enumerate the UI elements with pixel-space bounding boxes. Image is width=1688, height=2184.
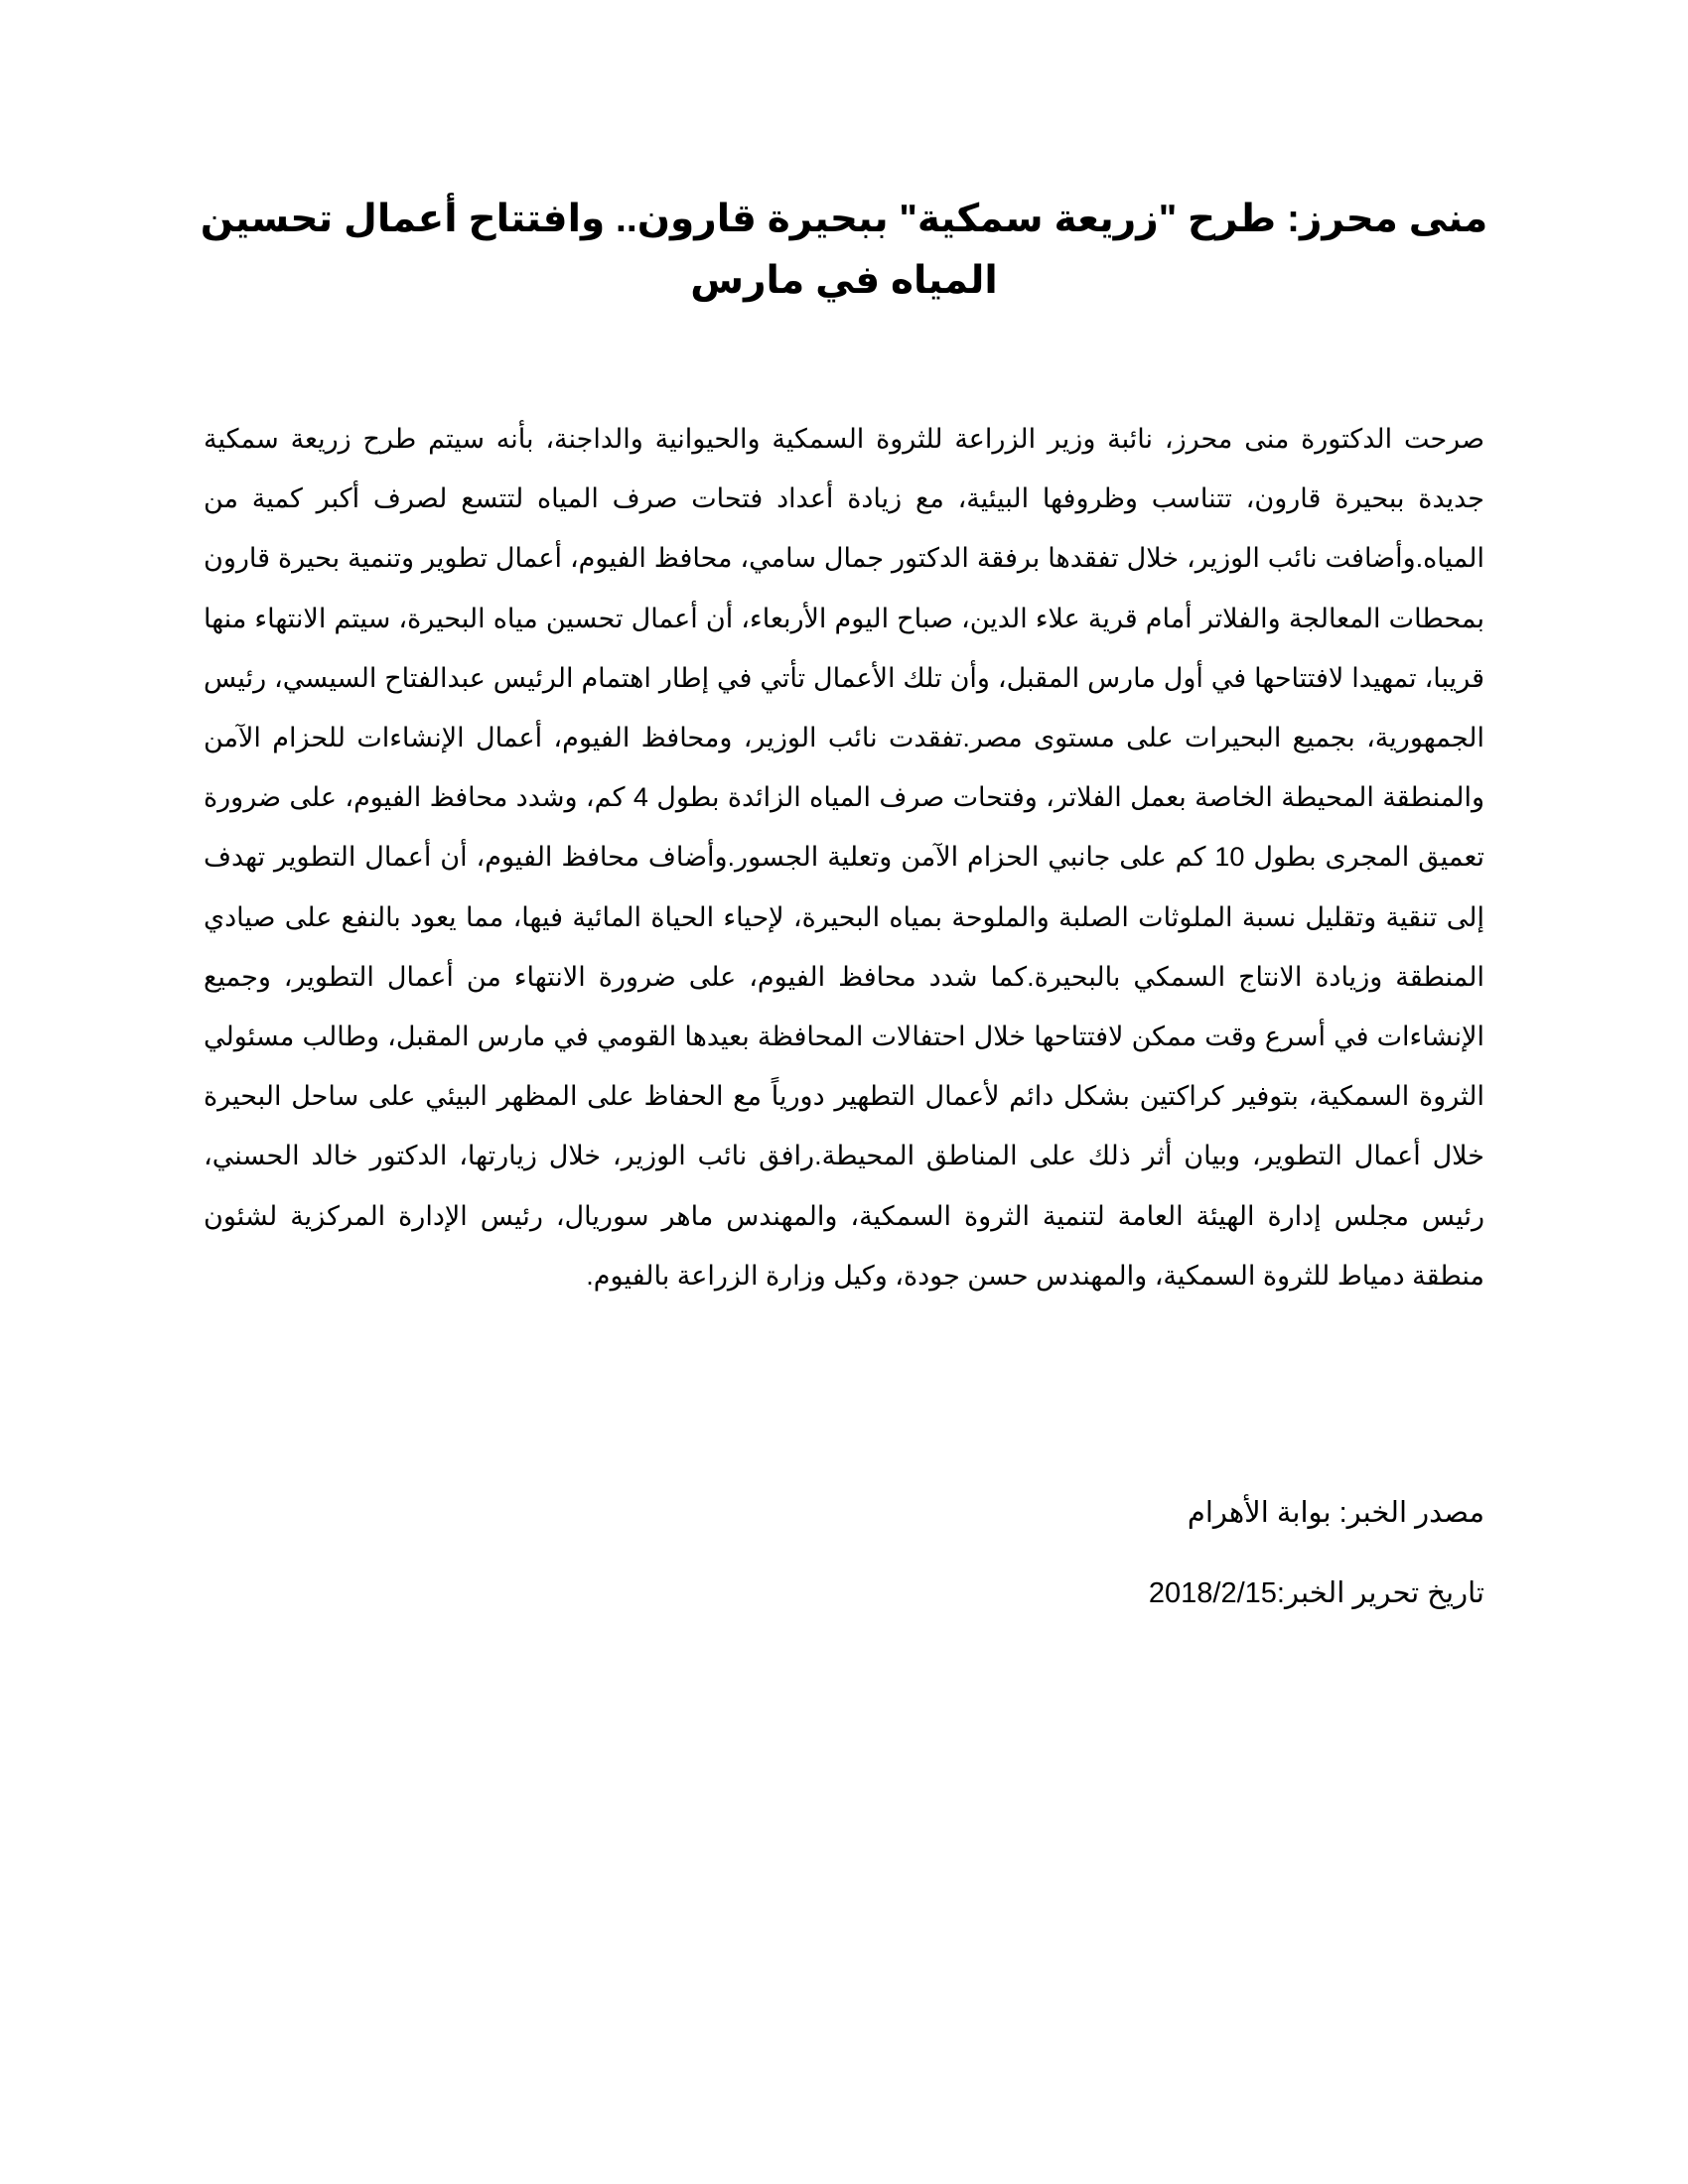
- article-title: منى محرز: طرح "زريعة سمكية" ببحيرة قارون.. وافتتاح أعمال تحسين المياه في مارس: [200, 198, 1488, 302]
- publication-date: تاريخ تحرير الخبر:2018/2/15: [1148, 1577, 1484, 1609]
- article-body: صرحت الدكتورة منى محرز، نائبة وزير الزراعة للثروة السمكية والحيوانية والداجنة، بأنه سيتم طرح زريعة سمكية جديدة ببحيرة قارون، تتناسب وظروفها البيئية، مع زيادة أعداد فتحات صرف المياه لتتسع لصرف أكبر كمية من المياه.وأضافت نائب الوزير، خلال تفقدها برفقة الدكتور جمال سامي، محافظ الفيوم، أعمال تطوير وتنمية بحيرة قارون بمحطات المعالجة والفلاتر أمام قرية علاء الدين، صباح اليوم الأربعاء، أن أعمال تحسين مياه البحيرة، سيتم الانتهاء منها قريبا، تمهيدا لافتتاحها في أول مارس المقبل، وأن تلك الأعمال تأتي في إطار اهتمام الرئيس عبدالفتاح السيسي، رئيس الجمهورية، بجميع البحيرات على مستوى مصر.تفقدت نائب الوزير، ومحافظ الفيوم، أعمال الإنشاءات للحزام الآمن والمنطقة المحيطة الخاصة بعمل الفلاتر، وفتحات صرف المياه الزائدة بطول 4 كم، وشدد محافظ الفيوم، على ضرورة تعميق المجرى بطول 10 كم على جانبي الحزام الآمن وتعلية الجسور.وأضاف محافظ الفيوم، أن أعمال التطوير تهدف إلى تنقية وتقليل نسبة الملوثات الصلبة والملوحة بمياه البحيرة، لإحياء الحياة المائية فيها، مما يعود بالنفع على صيادي المنطقة وزيادة الانتاج السمكي بالبحيرة.كما شدد محافظ الفيوم، على ضرورة الانتهاء من أعمال التطوير، وجميع الإنشاءات في أسرع وقت ممكن لافتتاحها خلال احتفالات المحافظة بعيدها القومي في مارس المقبل، وطالب مسئولي الثروة السمكية، بتوفير كراكتين بشكل دائم لأعمال التطهير دورياً مع الحفاظ على المظهر البيئي على ساحل البحيرة خلال أعمال التطوير، وبيان أثر ذلك على المناطق المحيطة.رافق نائب الوزير، خلال زيارتها، الدكتور خالد الحسني، رئيس مجلس إدارة الهيئة العامة لتنمية الثروة السمكية، والمهندس ماهر سوريال، رئيس الإدارة المركزية لشئون منطقة دمياط للثروة السمكية، والمهندس حسن جودة، وكيل وزارة الزراعة بالفيوم.: [204, 424, 1484, 1291]
- news-source: مصدر الخبر: بوابة الأهرام: [1187, 1497, 1484, 1529]
